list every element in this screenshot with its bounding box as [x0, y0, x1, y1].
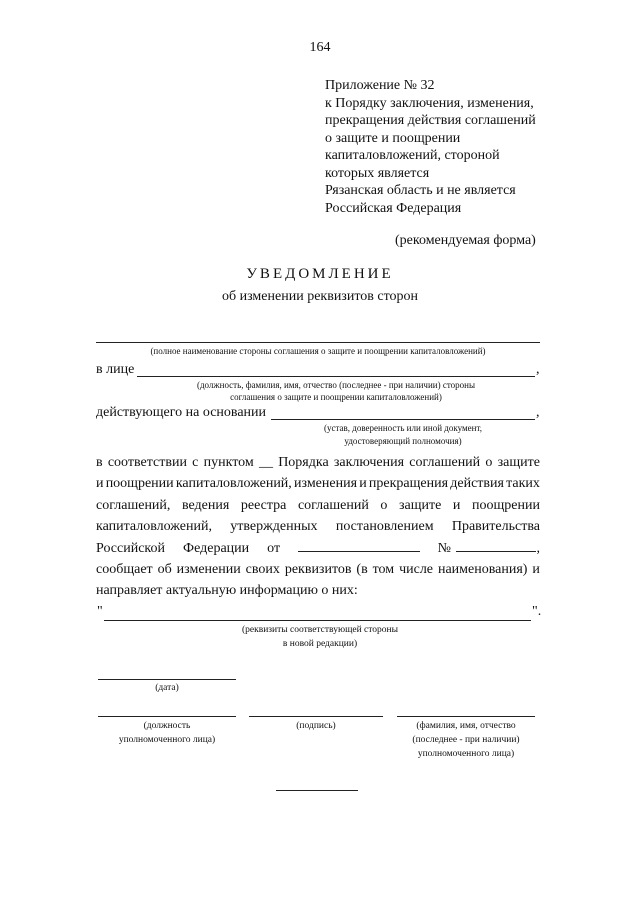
- requisites-line[interactable]: [104, 620, 531, 621]
- word: таких: [506, 476, 540, 492]
- word: поощрении: [471, 497, 540, 513]
- word: с: [192, 455, 199, 470]
- word: в: [96, 455, 103, 470]
- representative-label: в лице: [96, 362, 135, 377]
- requisites-close-quote: ".: [532, 604, 542, 619]
- word: действия: [450, 476, 504, 492]
- body-line-2: [96, 473, 540, 494]
- word: числе: [399, 562, 434, 578]
- word: соглашений,: [96, 497, 171, 513]
- party-name-hint: (полное наименование стороны соглашения о защите и поощрении капиталовложений): [150, 346, 486, 356]
- body-line-6: [96, 559, 540, 580]
- word: Правительства: [451, 519, 540, 535]
- closing-rule: [276, 790, 358, 791]
- word: ведения: [181, 497, 230, 513]
- basis-hint-1: (устав, доверенность или иной документ,: [324, 423, 482, 433]
- signature-hint: (подпись): [296, 721, 336, 731]
- appendix-line: о защите и поощрении: [325, 130, 461, 146]
- full-name-hint-1: (фамилия, имя, отчество: [416, 721, 516, 731]
- position-hint-2: уполномоченного лица): [118, 735, 216, 745]
- word: соглашений: [409, 455, 481, 470]
- body-line-7: направляет актуальную информацию о них:: [96, 583, 358, 599]
- full-name-hint-2: (последнее - при наличии): [412, 735, 520, 745]
- document-subtitle: об изменении реквизитов сторон: [221, 289, 419, 304]
- word: поощрении: [105, 476, 174, 492]
- date-hint: (дата): [155, 683, 179, 693]
- basis-label: действующего на основании: [96, 405, 267, 420]
- word: защите: [497, 455, 540, 470]
- body-line-5: [96, 538, 540, 559]
- signature-line[interactable]: [249, 716, 383, 717]
- word: постановлением: [335, 519, 434, 535]
- basis-line[interactable]: [271, 419, 535, 420]
- basis-comma: ,: [536, 405, 540, 420]
- word: своих: [245, 562, 280, 578]
- word: том: [372, 562, 395, 578]
- word: соответствии: [107, 455, 187, 470]
- word: изменения: [294, 476, 358, 492]
- word: защите: [398, 497, 442, 513]
- appendix-header: [325, 77, 555, 217]
- word: наименования): [437, 562, 528, 578]
- appendix-line: прекращения действия соглашений: [325, 113, 536, 128]
- appendix-line: Приложение № 32: [325, 78, 435, 93]
- word: и: [452, 497, 461, 513]
- word: от: [267, 540, 281, 556]
- page-number: 164: [309, 40, 331, 55]
- body-paragraph: [96, 452, 540, 602]
- word: соглашений: [297, 497, 369, 513]
- full-name-line[interactable]: [397, 716, 535, 717]
- body-line-3: [96, 495, 540, 516]
- representative-hint-2: соглашения о защите и поощрении капиталовложений): [230, 392, 442, 402]
- clause-number-field[interactable]: __: [258, 455, 273, 470]
- word: и: [96, 476, 104, 492]
- word: Федерации: [183, 540, 250, 556]
- word: и: [359, 476, 367, 492]
- word: изменении: [176, 562, 241, 578]
- representative-line[interactable]: [137, 376, 535, 377]
- word: о: [380, 497, 388, 513]
- appendix-line: которых является: [325, 165, 430, 181]
- body-line-1: [96, 452, 540, 473]
- word: сообщает: [96, 562, 153, 578]
- resolution-number-field[interactable]: [456, 539, 536, 552]
- word: реквизитов: [284, 562, 352, 578]
- word: (в: [356, 562, 368, 578]
- position-hint-1: (должность: [143, 721, 191, 731]
- appendix-line: Рязанская область и не является: [325, 183, 516, 198]
- word: о: [485, 455, 493, 470]
- word: прекращения: [368, 476, 449, 492]
- requisites-hint-1: (реквизиты соответствующей стороны: [241, 625, 399, 635]
- full-name-hint-3: уполномоченного лица): [417, 749, 515, 759]
- word: заключения: [333, 455, 405, 470]
- document-title: УВЕДОМЛЕНИЕ: [246, 266, 394, 282]
- appendix-line: капиталовложений, стороной: [325, 148, 500, 163]
- representative-comma: ,: [536, 362, 540, 377]
- position-line[interactable]: [98, 716, 236, 717]
- word: Порядка: [278, 455, 329, 470]
- requisites-hint-2: в новой редакции): [282, 639, 358, 649]
- form-type-note: (рекомендуемая форма): [395, 233, 536, 248]
- appendix-line: к Порядку заключения, изменения,: [325, 95, 534, 111]
- word: Российской: [96, 540, 165, 556]
- resolution-date-field[interactable]: [298, 539, 420, 552]
- word: об: [157, 562, 172, 578]
- body-line-4: [96, 516, 540, 537]
- word: пунктом: [203, 455, 254, 470]
- word: реестра: [240, 497, 287, 513]
- date-line[interactable]: [98, 679, 236, 680]
- resolution-number-group: № ,: [438, 538, 540, 559]
- party-name-line[interactable]: [96, 342, 540, 343]
- representative-hint-1: (должность, фамилия, имя, отчество (последнее - при наличии) стороны: [196, 380, 476, 390]
- resolution-date-group: [267, 538, 419, 559]
- word: капиталовложений,: [96, 519, 212, 535]
- word: и: [532, 562, 540, 578]
- appendix-line: Российская Федерация: [325, 200, 462, 216]
- requisites-open-quote: ": [97, 604, 103, 619]
- word: капиталовложений,: [175, 476, 292, 492]
- word: №: [437, 540, 451, 556]
- basis-hint-2: удостоверяющий полномочия): [344, 436, 462, 446]
- word: утвержденных: [230, 519, 318, 535]
